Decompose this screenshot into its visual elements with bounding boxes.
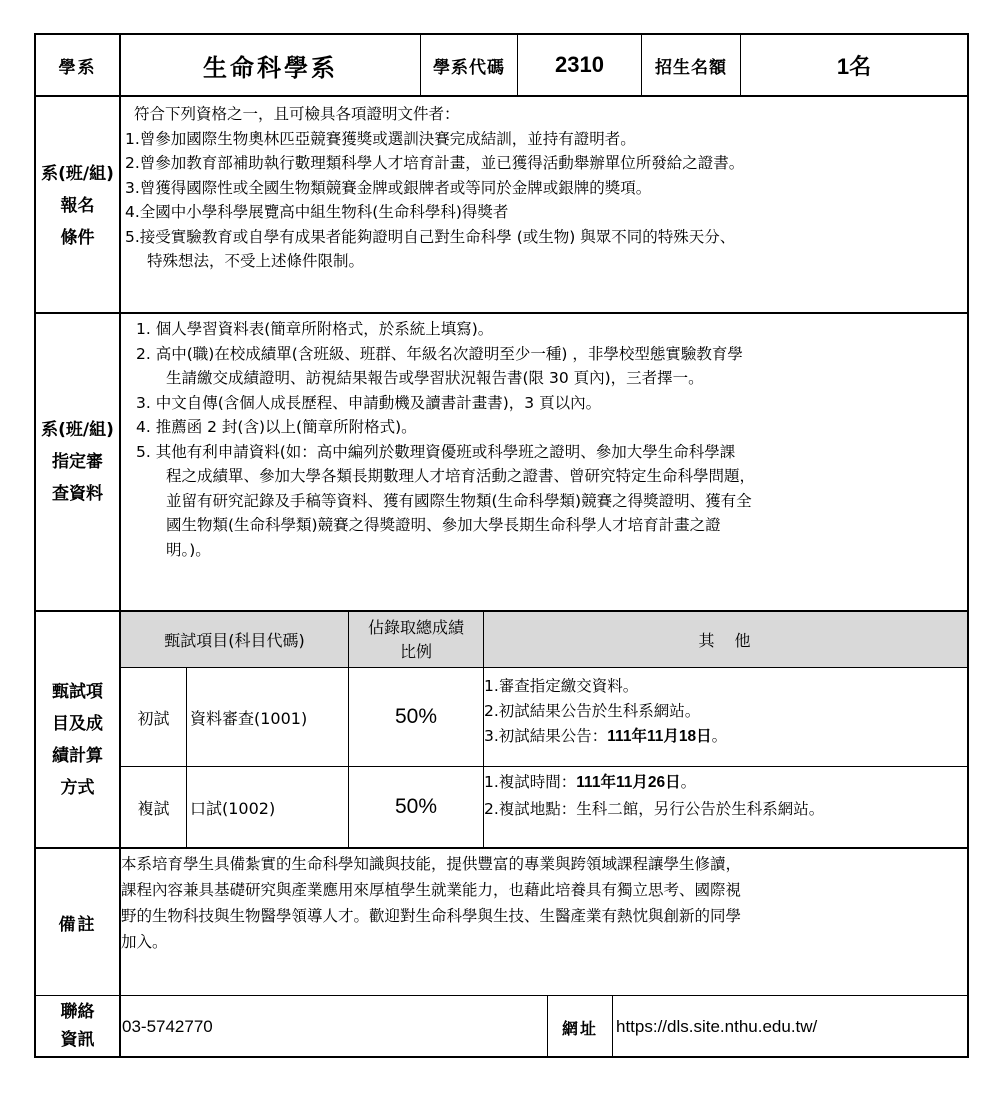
document-item-continued: 生請繳交成績證明、訪視結果報告或學習狀況報告書(限 30 頁內)，三者擇一。 bbox=[166, 369, 704, 387]
contact-col-divider bbox=[612, 996, 613, 1058]
exam-ratio-first: 50% bbox=[394, 705, 438, 728]
row-divider bbox=[34, 95, 969, 97]
document-item-continued: 程之成績單、參加大學各類長期數理人才培育活動之證書、曾研究特定生命科學問題， bbox=[166, 467, 756, 485]
row-divider bbox=[34, 312, 969, 314]
eligibility-item: 5.接受實驗教育或自學有成果者能夠證明自己對生命科學 (或生物) 與眾不同的特殊天分、 bbox=[125, 227, 736, 246]
document-item: 4. 推薦函 2 封(含)以上(簡章所附格式)。 bbox=[136, 418, 417, 436]
document-item: 3. 中文自傳(含個人成長歷程、申請動機及讀書計畫書)，3 頁以內。 bbox=[136, 393, 602, 412]
remarks-label: 備註 bbox=[58, 914, 97, 935]
document-item-continued: 明。)。 bbox=[166, 540, 211, 559]
document-item-continued: 並留有研究記錄及手稿等資料、獲有國際生物類(生命科學類)競賽之得獎證明、獲有全 bbox=[166, 491, 752, 510]
exam-note: 3.初試結果公告：111年11月18日。 bbox=[484, 727, 728, 745]
exam-note: 2.複試地點：生科二館，另行公告於生科系網站。 bbox=[484, 800, 825, 818]
document-item-continued: 國生物類(生命科學類)競賽之得獎證明、參加大學長期生命科學人才培育計畫之證 bbox=[166, 516, 721, 534]
eligibility-item: 3.曾獲得國際性或全國生物類競賽金牌或銀牌者或等同於金牌或銀牌的獎項。 bbox=[125, 178, 652, 197]
exam-col-ratio-header: 佔錄取總成績 比例 bbox=[367, 617, 464, 661]
row-divider bbox=[34, 847, 969, 849]
row-divider bbox=[34, 995, 969, 996]
contact-phone: 03-5742770 bbox=[122, 1017, 213, 1036]
document-item: 5. 其他有利申請資料(如：高中編列於數理資優班或科學班之證明、參加大學生命科學課 bbox=[136, 442, 736, 461]
exam-notes-first bbox=[484, 674, 727, 749]
dept-code-label: 學系代碼 bbox=[433, 57, 505, 78]
remarks-content: 本系培育學生具備紮實的生命科學知識與技能，提供豐富的專業與跨領域課程讓學生修讀， 課程內容兼具基礎研究與產業應用來厚植學生就業能力，也藉此培養具有獨立思考、國際視 野的生物科技與生物醫學領導人才。歡迎對生命科學與生技、生醫產業有熱忱與創新的同學 加入。 bbox=[121, 855, 742, 951]
exam-notes-second bbox=[484, 769, 824, 823]
quota-label: 招生名額 bbox=[655, 57, 727, 78]
eligibility-item: 2.曾參加教育部補助執行數理類科學人才培育計畫，並已獲得活動舉辦單位所發給之證書。 bbox=[125, 154, 745, 172]
exam-col-item-header: 甄試項目(科目代碼) bbox=[164, 631, 305, 650]
exam-item-first: 資料審查(1001) bbox=[190, 708, 308, 728]
document-item: 2. 高中(職)在校成績單(含班級、班群、年級名次證明至少一種) ，非學校型態實驗教育學 bbox=[136, 344, 743, 363]
eligibility-content bbox=[125, 102, 744, 274]
eligibility-item-continued: 特殊想法，不受上述條件限制。 bbox=[147, 252, 365, 270]
documents-label: 系(班/組) 指定審 查資料 bbox=[41, 420, 114, 504]
exam-note: 2.初試結果公告於生科系網站。 bbox=[484, 702, 701, 720]
contact-label: 聯絡 資訊 bbox=[60, 1002, 95, 1050]
website-link[interactable]: https://dls.site.nthu.edu.tw/ bbox=[616, 1017, 818, 1036]
exam-note: 1.複試時間：111年11月26日。 bbox=[484, 773, 697, 791]
dept-label: 學系 bbox=[58, 57, 97, 78]
eligibility-item: 4.全國中小學科學展覽高中組生物科(生命科學科)得獎者 bbox=[125, 203, 509, 221]
eligibility-label: 系(班/組) 報名 條件 bbox=[41, 164, 114, 248]
exam-stage-first: 初試 bbox=[137, 708, 170, 728]
exam-col-other-header: 其 他 bbox=[698, 631, 753, 650]
exam-ratio-second: 50% bbox=[394, 795, 438, 818]
eligibility-item: 1.曾參加國際生物奧林匹亞競賽獲獎或選訓決賽完成結訓，並持有證明者。 bbox=[125, 129, 636, 148]
exam-note: 1.審查指定繳交資料。 bbox=[484, 677, 639, 695]
document-item: 1. 個人學習資料表(簡章所附格式，於系統上填寫)。 bbox=[136, 320, 494, 338]
exam-stage-second: 複試 bbox=[137, 798, 170, 818]
exam-col-divider bbox=[186, 668, 187, 847]
eligibility-intro: 符合下列資格之一，且可檢具各項證明文件者： bbox=[134, 105, 460, 123]
url-label: 網址 bbox=[561, 1018, 598, 1038]
dept-code: 2310 bbox=[555, 52, 604, 77]
exam-item-second: 口試(1002) bbox=[190, 798, 276, 818]
quota: 1名 bbox=[836, 53, 872, 79]
exam-label: 甄試項 目及成 績計算 方式 bbox=[52, 682, 103, 798]
dept-name: 生命科學系 bbox=[203, 53, 338, 82]
documents-content bbox=[136, 317, 755, 562]
